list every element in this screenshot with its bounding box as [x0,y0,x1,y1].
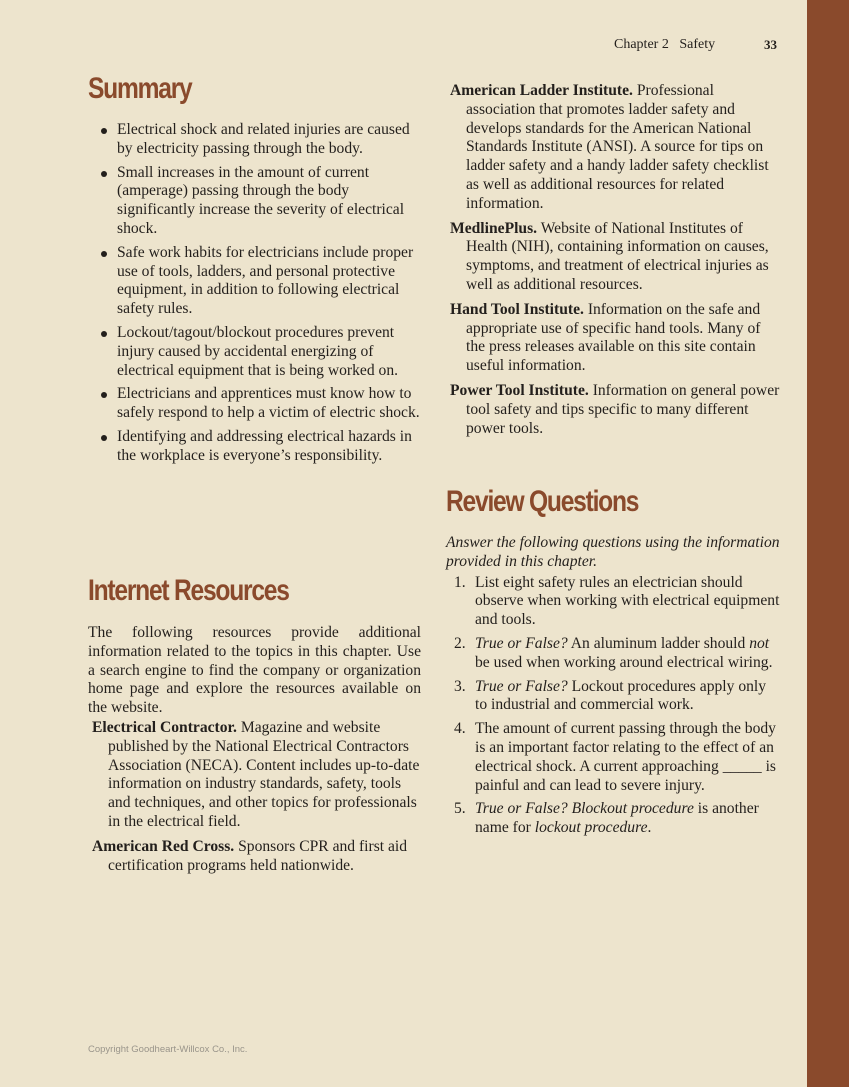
intro-paragraph: The following resources provide additional information related to the topics in this chapter. Use a search engine to find the company or organization home page and explore the resources available on the website. [88,624,421,717]
summary-list [88,121,420,471]
resource-entry: Power Tool Institute. Information on general power tool safety and tips specific to many different power tools. [450,381,780,437]
list-item: Electrical shock and related injuries are caused by electricity passing through the body. [88,121,420,159]
review-questions-heading: Review Questions [446,485,639,518]
running-header [614,36,777,55]
question-item: 3. True or False? Lockout procedures apply only to industrial and commercial work. [454,677,767,714]
resource-entry: American Red Cross. Sponsors CPR and first aid certification programs held nationwide. [92,837,408,874]
list-item: Small increases in the amount of current (amperage) passing through the body significantly increase the severity of electrical shock. [88,164,420,239]
list-item: Safe work habits for electricians include proper use of tools, ladders, and personal protective equipment, in addition to following electrical safety rules. [88,244,420,319]
review-questions [446,534,782,843]
page-edge-tab [807,0,849,1087]
resource-entry: American Ladder Institute. Professional association that promotes ladder safety and develops standards for the American National Standards Institute (ANSI). A source for tips on ladder safety and a handy ladder safety checklist as well as additional resources for related information. [450,82,769,212]
question-item: 2. True or False? An aluminum ladder should not be used when working around electrical wiring. [454,634,773,671]
section-label: Safety [679,37,716,52]
resource-entry: MedlinePlus. Website of National Institutes of Health (NIH), containing information on causes, symptoms, and treatment of electrical injuries as well as additional resources. [450,219,769,293]
resource-entry: Hand Tool Institute. Information on the safe and appropriate use of specific hand tools. Many of the press releases available on this site contain useful information. [450,300,761,375]
page-number: 33 [764,37,777,52]
list-item: Electricians and apprentices must know how to safely respond to help a victim of electric shock. [88,385,420,423]
internet-resources-right [450,82,780,444]
list-item: Identifying and addressing electrical hazards in the workplace is everyone’s responsibility. [88,428,420,466]
question-item: 4. The amount of current passing through the body is an important factor relating to the effect of an electrical shock. A current approaching _____ is painful and can lead to severe injury. [454,720,776,794]
list-item: Lockout/tagout/blockout procedures prevent injury caused by accidental energizing of electrical equipment that is being worked on. [88,324,420,380]
internet-resources-heading: Internet Resources [88,574,289,607]
question-item: 1. List eight safety rules an electrician should observe when working with electrical equipment and tools. [454,573,780,629]
question-item: 5. True or False? Blockout procedure is another name for lockout procedure. [454,800,759,837]
resource-entry: Electrical Contractor. Magazine and website published by the National Electrical Contractors Association (NECA). Content includes up-to-date information on industry standards, safety, tools and techniques, and other topics for professionals in the electrical field. [92,718,420,830]
chapter-label: Chapter 2 [614,37,669,52]
review-intro: Answer the following questions using the information provided in this chapter. [446,534,780,570]
summary-heading: Summary [88,72,192,105]
internet-resources-left [88,624,421,881]
answer-blank: _____ [722,757,762,775]
copyright-footer: Copyright Goodheart-Willcox Co., Inc. [88,1044,248,1055]
